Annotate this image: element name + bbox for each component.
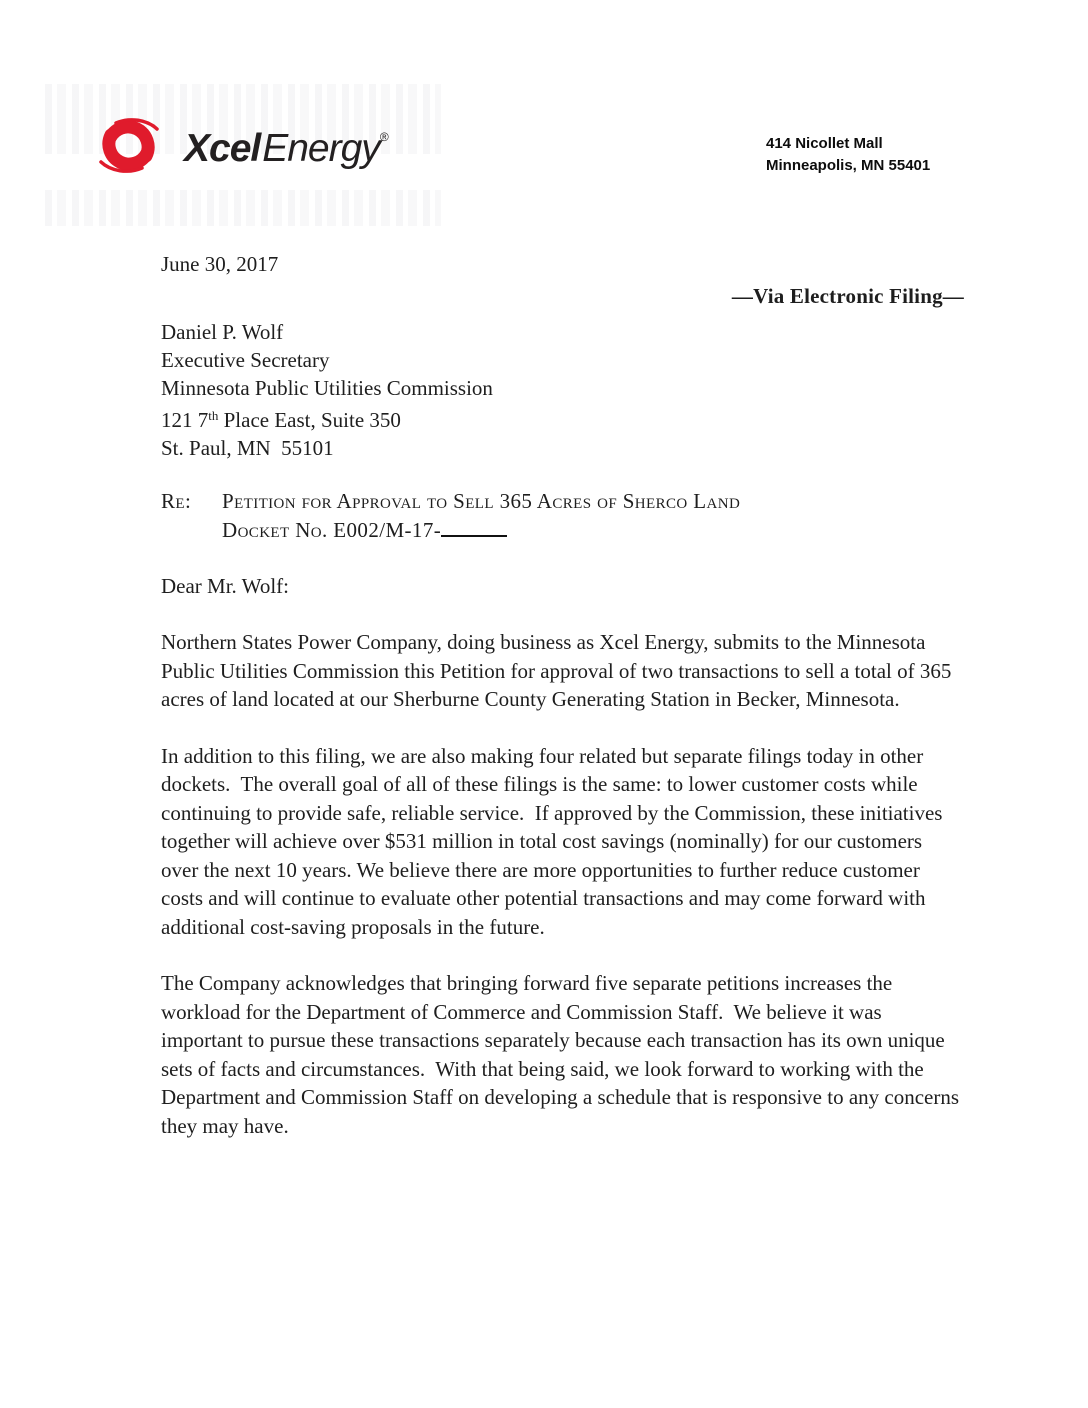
registered-trademark-symbol: ® <box>379 129 389 144</box>
recipient-street: 121 7th Place East, Suite 350 <box>161 408 401 432</box>
xcel-energy-logo <box>86 116 389 176</box>
body-paragraph-3: The Company acknowledges that bringing forward five separate petitions increases the workload for the Department of Commerce and Commission Staff. We believe it was important to pursue these transactions separately because each transaction has its own unique sets of facts and circumstances. With that being said, we look forward to working with the Department and Commission Staff on developing a schedule that is responsive to any concerns they may have. <box>161 971 965 1138</box>
date-line: June 30, 2017 <box>161 252 279 276</box>
letterhead-address <box>766 133 930 177</box>
xcel-wordmark <box>184 125 389 168</box>
docket-number-blank <box>441 516 507 537</box>
body-paragraph-1: Northern States Power Company, doing business as Xcel Energy, submits to the Minnesota Public Utilities Commission this Petition for approval of two transactions to sell a total of 365 acres of land located at our Sherburne County Generating Station in Becker, Minnesota. <box>161 630 957 711</box>
body-paragraph-2: In addition to this filing, we are also making four related but separate filings today in other dockets. The overall goal of all of these filings is the same: to lower customer costs while continuing to provide safe, reliable service. If approved by the Commission, these initiatives together will achieve over $531 million in total cost savings (nominally) for our customers over the next 10 years. We believe there are more opportunities to further reduce customer costs and will continue to evaluate other potential transactions and may come forward with additional cost-saving proposals in the future. <box>161 743 948 939</box>
scan-artifact-stripes-bottom <box>45 190 441 226</box>
recipient-city: St. Paul, MN 55101 <box>161 436 334 460</box>
salutation: Dear Mr. Wolf: <box>161 574 289 598</box>
wordmark-xcel: Xcel <box>184 126 261 170</box>
recipient-title: Executive Secretary <box>161 348 330 372</box>
letterhead-address-line1: 414 Nicollet Mall <box>766 135 883 152</box>
recipient-block <box>161 318 964 462</box>
re-block <box>161 487 964 545</box>
letter-body <box>161 250 964 1140</box>
recipient-organization: Minnesota Public Utilities Commission <box>161 376 493 400</box>
wordmark-energy: Energy <box>262 126 380 170</box>
re-docket-line: Docket No. E002/M-17- <box>222 516 964 545</box>
delivery-method: —Via Electronic Filing— <box>731 284 964 308</box>
re-subject: Petition for Approval to Sell 365 Acres of Sherco Land <box>222 489 741 513</box>
re-label: Re: <box>161 489 192 513</box>
xcel-swirl-icon <box>86 116 174 176</box>
recipient-name: Daniel P. Wolf <box>161 320 284 344</box>
letterhead-address-line2: Minneapolis, MN 55401 <box>766 157 931 174</box>
ordinal-suffix: th <box>208 408 219 423</box>
